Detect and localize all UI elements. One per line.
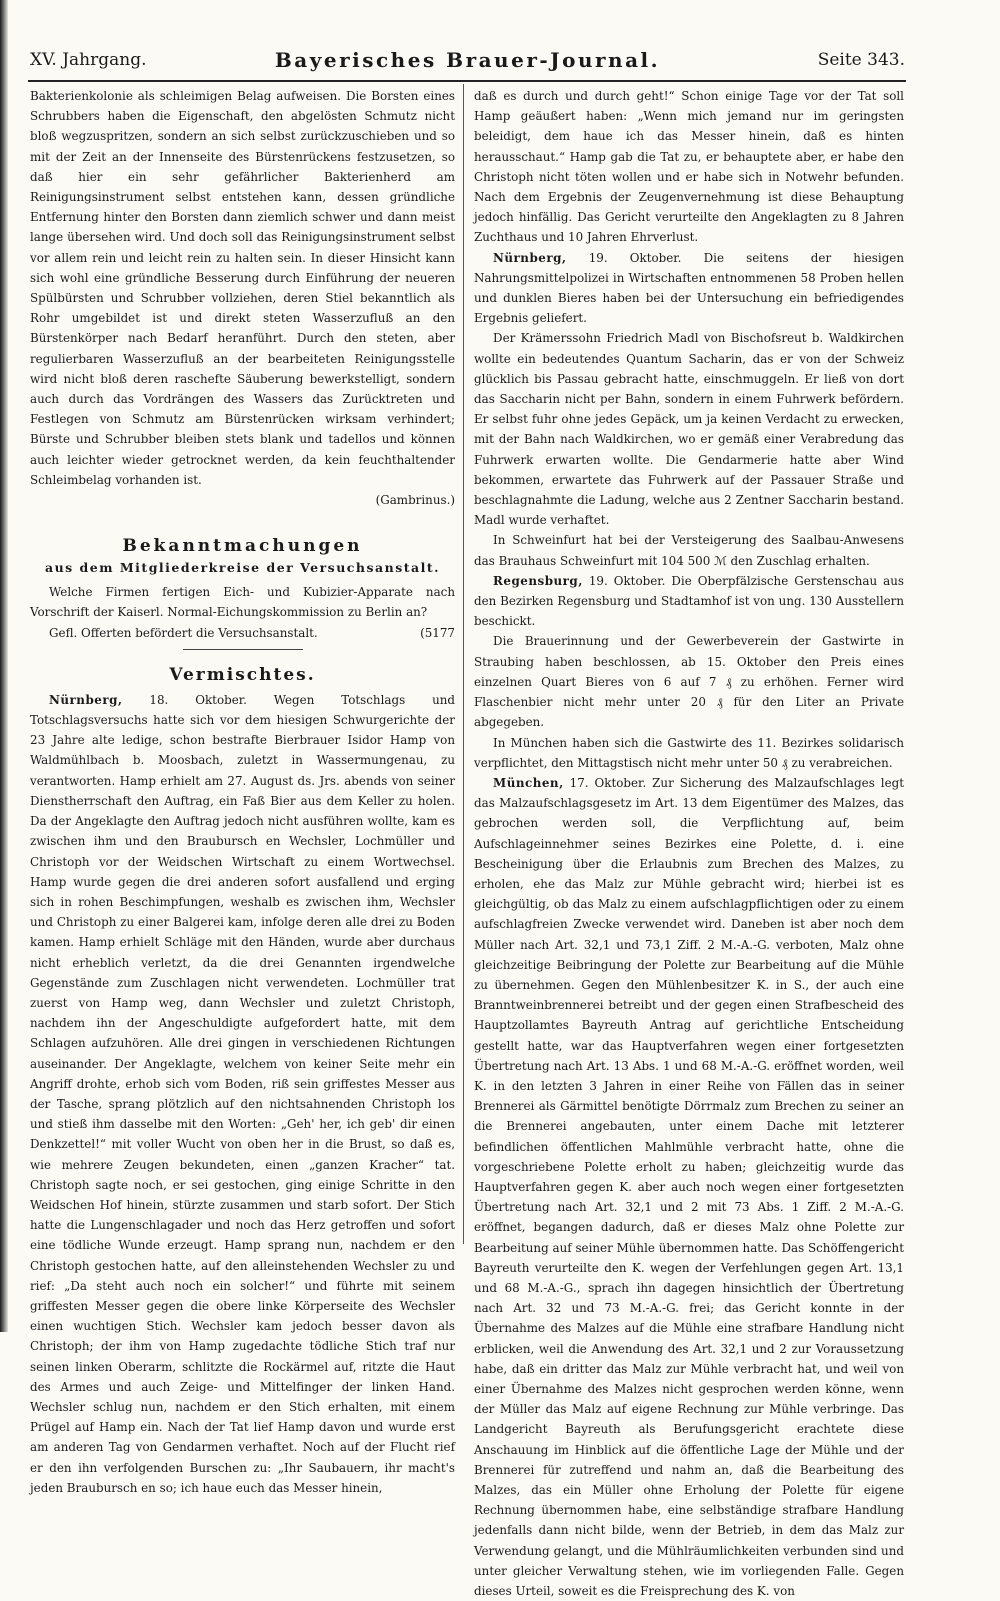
news-text: 19. Oktober. Die Oberpfälzische Gerstenschau aus den Bezirken Regensburg und Stadtamhof ist von ung. 130 Ausstellern beschickt.	[474, 573, 904, 629]
announcement-note	[30, 623, 455, 643]
source-citation: (Gambrinus.)	[375, 493, 455, 508]
news-item-muenchen-gastwirte: In München haben sich die Gastwirte des 11. Bezirkes solidarisch verpflichtet, den Mittagstisch nicht mehr unter 50 ₰ zu verabreichen.	[474, 735, 904, 770]
news-item-nuernberg-2	[474, 248, 904, 329]
news-text: 17. Oktober. Zur Sicherung des Malzaufschlages legt das Malzaufschlagsgesetz im Art. 13 dem Eigentümer des Malzes, das gebrochen werden soll, die Verpflichtung auf, beim Aufschlageinnehmer seines Bezirkes eine Polette, d. i. eine Bescheinigung über die Erlaubnis zum Brechen des Malzes, zu erholen, ehe das Malz zur Mühle gebracht wird; hierbei ist es gleichgültig, ob das Malz zu einem aufschlagpflichtigen oder zu einem aufschlagfreien Zwecke verwendet wird. Daneben ist aber noch dem Müller nach Art. 32,1 und 73,1 Ziff. 2 M.-A.-G. verboten, Malz ohne gleichzeitige Beibringung der Polette zur Bearbeitung auf die Mühle zu übernehmen. Gegen den Mühlenbesitzer K. in S., der auch eine Branntweinbrennerei betreibt und der gegen einen Strafbescheid des Hauptzollamtes Bayreuth Antrag auf gerichtliche Entscheidung gestellt hatte, war das Hauptverfahren wegen einer fortgesetzten Übertretung nach Art. 13 Abs. 1 und 68 M.-A.-G. eröffnet worden, weil K. in den letzten 3 Jahren in einer Reihe von Fällen das in seiner Brennerei als Gärmittel benötigte Dörrmalz zum Brechen zu seiner an die Brennerei angebauten, unter einem Dache mit letzterer befindlichen öffentlichen Mahlmühle verbracht hatte, ohne die vorgeschriebene Polette erholt zu haben; gleichzeitig wurde das Hauptverfahren gegen K. aber auch noch wegen einer fortgesetzten Übertretung nach Art. 32,1 und 2 mit 73 Abs. 1 Ziff. 2 M.-A.-G. eröffnet, begangen dadurch, daß er dieses Malz ohne Polette zur Bearbeitung auf seiner Mühle übernommen hatte. Das Schöffengericht Bayreuth verurteilte den K. wegen der Verfehlungen gegen Art. 13,1 und 68 M.-A.-G., sprach ihn dagegen hinsichtlich der Übertretung nach Art. 32 und 73 M.-A.-G. frei; das Gericht konnte in der Übernahme des Malzes auf die Mühle eine strafbare Handlung nicht erblicken, weil die Anwendung des Art. 32,1 und 2 zur Voraussetzung habe, daß ein dritter das Malz zur Mühle verbracht hat, und weil von einer Übernahme des Malzes nicht gesprochen werden könne, wenn der Müller das Malz auf eigene Rechnung zur Mühle verbringe. Das Landgericht Bayreuth als Berufungsgericht erachtete diese Anschauung im Hinblick auf die öffentliche Lage der Mühle und der Brennerei für zutreffend und nahm an, daß die Bearbeitung des Malzes, das ein Müller ohne Erholung der Polette für eigene Rechnung übernommen habe, eine selbständige strafbare Handlung jedenfalls dann nicht bilde, wenn der Betrieb, in dem das Malz zur Verwendung gelangt, und die Mühlräumlichkeiten verbunden sind und unter gleicher Verwaltung stehen, wie im vorliegenden Falle. Gegen dieses Urteil, soweit es die Freisprechung des K. von	[474, 775, 904, 1599]
announcements-heading: Bekanntmachungen	[122, 536, 363, 557]
journal-title: Bayerisches Brauer-Journal.	[274, 48, 661, 72]
dateline-place: München,	[493, 775, 564, 790]
reference-number: (5177	[420, 625, 455, 640]
dateline-place: Nürnberg,	[49, 692, 123, 707]
news-text: 19. Oktober. Die seitens der hiesigen Nahrungsmittelpolizei in Wirtschaften entnommenen 58 Proben hellen und dunklen Bieres haben bei der Untersuchung ein befriedigendes Ergebnis geliefert.	[474, 250, 904, 326]
news-item-nuernberg-1	[30, 690, 455, 1498]
miscellaneous-heading: Vermischtes.	[169, 664, 316, 685]
column-divider	[463, 84, 464, 1244]
news-item-muenchen-malzaufschlag	[474, 773, 904, 1601]
news-text: 18. Oktober. Wegen Totschlags und Totschlagsversuchs hatte sich vor dem hiesigen Schwurgerichte der 23 Jahre alte ledige, schon bestrafte Bierbrauer Isidor Hamp von Waldmühlbach b. Moosbach, zuletzt in Wassermungenau, zu verantworten. Hamp erhielt am 27. August ds. Jrs. abends von seiner Dienstherrschaft den Auftrag, ein Faß Bier aus dem Keller zu holen. Da der Angeklagte den Auftrag jedoch nicht ausführen wollte, kam es zwischen ihm und den Braubursch en Wechsler, Lochmüller und Christoph vor der Weidschen Wirtschaft zu einem Wortwechsel. Hamp wurde gegen die drei anderen sofort ausfallend und erging sich in rohen Beschimpfungen, weshalb es zwischen ihm, Wechsler und Christoph zu einer Balgerei kam, infolge deren alle drei zu Boden kamen. Hamp erhielt Schläge mit den Händen, wurde aber durchaus nicht erheblich verletzt, da die drei Genannten irgendwelche Gegenstände zum Zuschlagen nicht verwendeten. Lochmüller trat zuerst von Hamp weg, dann Wechsler und zuletzt Christoph, nachdem ihn der Angeschuldigte aufgefordert hatte, mit dem Schlagen aufzuhören. Alle drei gingen in verschiedenen Richtungen auseinander. Der Angeklagte, welchem von keiner Seite mehr ein Angriff drohte, erhob sich vom Boden, riß sein griffestes Messer aus der Tasche, sprang plötzlich auf den nichtsahnenden Christoph los und stieß ihm dasselbe mit den Worten: „Geh' her, ich geb' dir einen Denkzettel!“ mit voller Wucht von oben her in die Brust, so daß es, wie mehrere Zeugen bekundeten, einen „ganzen Kracher“ tat. Christoph sagte noch, er sei gestochen, ging einige Schritte in den Weidschen Hof hinein, stürzte zusammen und starb sofort. Der Stich hatte die Lungenschlagader und noch das Herz getroffen und sofort eine tödliche Wunde erzeugt. Hamp sprang nun, nachdem er den Christoph gestochen hatte, auf den alleinstehenden Wechsler zu und rief: „Da steht auch noch ein solcher!“ und führte mit seinem griffesten Messer gegen die obere linke Körperseite des Wechsler einen wuchtigen Stich. Wechsler kam jedoch besser davon als Christoph; der ihm von Hamp zugedachte tödliche Stich traf nur seinen linken Oberarm, schlitzte die Rockärmel auf, ritzte die Haut des Armes und auch Zeige- und Mittelfinger der linken Hand. Wechsler schlug nun, nachdem er den Stich erhalten, mit einem Prügel auf Hamp ein. Nach der Tat lief Hamp davon und wurde erst am anderen Tag von Gendarmen verhaftet. Noch auf der Flucht rief er den ihn verfolgenden Burschen zu: „Ihr Saubauern, ihr macht's jeden Braubursch en so; ich haue euch das Messer hinein,	[30, 692, 455, 1495]
volume-label: XV. Jahrgang.	[30, 50, 147, 70]
news-item-schweinfurt: In Schweinfurt hat bei der Versteigerung des Saalbau-Anwesens das Brauhaus Schweinfurt mit 104 500 ℳ den Zuschlag erhalten.	[474, 533, 904, 568]
announcement-query: Welche Firmen fertigen Eich- und Kubizier-Apparate nach Vorschrift der Kaiserl. Normal-Eichungskommission zu Berlin an?	[30, 585, 455, 620]
news-item-straubing: Die Brauerinnung und der Gewerbeverein der Gastwirte in Straubing haben beschlossen, ab 15. Oktober den Preis eines einzelnen Quart Bieres von 6 auf 7 ₰ zu erhöhen. Ferner wird Flaschenbier nicht mehr unter 20 ₰ für den Liter an Private abgegeben.	[474, 634, 904, 730]
header-rule	[28, 80, 906, 82]
section-divider	[183, 649, 303, 650]
paragraph: Bakterienkolonie als schleimigen Belag aufweisen. Die Borsten eines Schrubbers haben die Eigenschaft, den abgelösten Schmutz nicht bloß wegzuspritzen, sondern an sich selbst zurückzuschieben und so mit der Zeit an der Innenseite des Bürstenrückens festzusetzen, so daß hier ein sehr gefährlicher Bakterienherd am Reinigungsinstrument selbst entstehen kann, dessen gründliche Entfernung hinter den Borsten dann ziemlich schwer und dann meist lange übersehen wird. Und doch soll das Reinigungsinstrument selbst vor allem rein und leicht rein zu halten sein. In dieser Hinsicht kann sich wohl eine gründliche Besserung durch Einführung der neueren Spülbürsten und Schrubber vollziehen, deren Stiel bekanntlich als Rohr umgebildet ist und direkt steten Wasserzufluß an den Bürstenkörper nach Bedarf heranführt. Durch den steten, aber regulierbaren Wasserzufluß an der bearbeiteten Reinigungsstelle wird nicht bloß deren raschefte Säuberung bewerkstelligt, sondern auch durch das Vordrängen des Wassers das Zurücktreten und Festlegen von Schmutz am Bürstenrücken wirksam verhindert; Bürste und Schrubber bleiben stets blank und tadellos und können auch leichter wieder getrocknet werden, da kein feuchthaltender Schleimbelag vorhanden ist.	[30, 89, 455, 487]
announcements-subheading: aus dem Mitgliederkreise der Versuchsanstalt.	[44, 560, 441, 576]
news-item-saccharin: Der Krämerssohn Friedrich Madl von Bischofsreut b. Waldkirchen wollte ein bedeutendes Quantum Sacharin, das er von der Schweiz glücklich bis Passau gebracht hatte, einschmuggeln. Er ließ von dort das Saccharin nicht per Bahn, sondern in einem Fuhrwerk befördern. Er selbst fuhr ohne jedes Gepäck, um ja keinen Verdacht zu erwecken, mit der Bahn nach Waldkirchen, wo er gemäß einer Verabredung das Fuhrwerk erwarten wollte. Die Gendarmerie hatte aber Wind bekommen, erwartete das Fuhrwerk auf der Passauer Straße und beschlagnahmte die Ladung, welche aus 2 Zentner Saccharin bestand. Madl wurde verhaftet.	[474, 331, 904, 528]
dateline-place: Nürnberg,	[493, 250, 567, 265]
dateline-place: Regensburg,	[493, 573, 583, 588]
page-header	[30, 46, 905, 76]
page-number: Seite 343.	[817, 50, 905, 70]
news-item-regensburg	[474, 571, 904, 632]
left-column	[30, 86, 455, 1495]
scan-edge-shadow	[0, 0, 8, 1332]
news-continuation: daß es durch und durch geht!“ Schon einige Tage vor der Tat soll Hamp geäußert haben: „Wenn mich jemand nur im geringsten beleidigt, dem haue ich das Messer hinein, daß es hinten herausschaut.“ Hamp gab die Tat zu, er behauptete aber, er habe den Christoph nicht töten wollen und er habe sich in Notwehr befunden. Nach dem Ergebnis der Zeugenvernehmung ist diese Behauptung jedoch hinfällig. Das Gericht verurteilte den Angeklagten zu 8 Jahren Zuchthaus und 10 Jahren Ehrverlust.	[474, 89, 904, 245]
right-column	[474, 86, 904, 1599]
announcement-note-text: Gefl. Offerten befördert die Versuchsanstalt.	[49, 625, 318, 640]
brush-article-text	[30, 86, 455, 510]
